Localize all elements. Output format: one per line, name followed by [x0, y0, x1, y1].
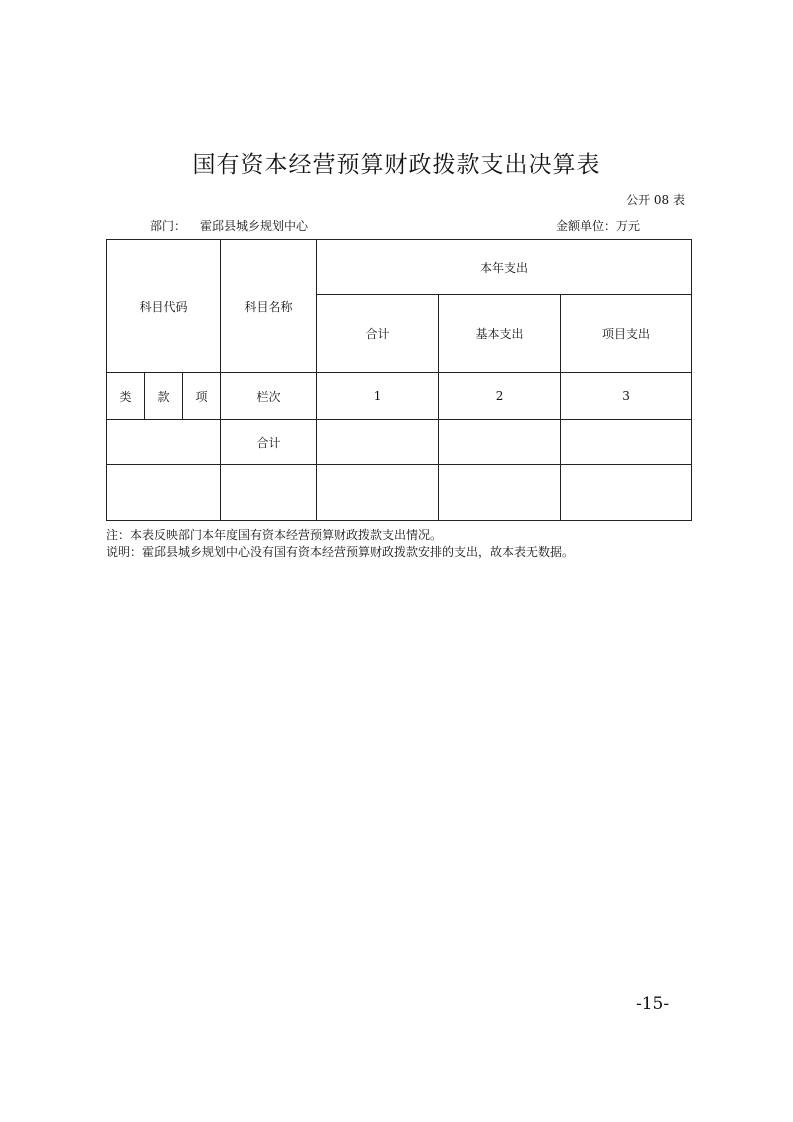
cell-xiang: 项 [183, 373, 221, 420]
department-label: 部门： [150, 219, 187, 233]
cell-empty [107, 420, 221, 465]
cell-empty [561, 420, 692, 465]
department-line [150, 217, 308, 234]
cell-empty [561, 465, 692, 521]
cell-empty [439, 420, 561, 465]
table-row [107, 420, 692, 465]
page-title: 国有资本经营预算财政拨款支出决算表 [192, 152, 601, 178]
header-project: 项目支出 [561, 295, 692, 373]
amount-unit: 金额单位：万元 [556, 219, 641, 233]
header-subject-code: 科目代码 [107, 240, 221, 373]
cell-total-label: 合计 [221, 420, 317, 465]
header-basic: 基本支出 [439, 295, 561, 373]
table-row [107, 465, 692, 521]
explanation-text: 说明：霍邱县城乡规划中心没有国有资本经营预算财政拨款安排的支出，故本表无数据。 [106, 545, 575, 559]
table-row [107, 373, 692, 420]
note-text: 注：本表反映部门本年度国有资本经营预算财政拨款支出情况。 [106, 528, 443, 542]
cell-empty [221, 465, 317, 521]
cell-lei: 类 [107, 373, 145, 420]
cell-seq-3: 3 [561, 373, 692, 420]
cell-empty [317, 420, 439, 465]
form-code: 公开 08 表 [626, 193, 685, 207]
header-current-year: 本年支出 [317, 240, 692, 295]
notes-block [106, 527, 574, 561]
page-number: -15- [636, 994, 670, 1014]
header-total: 合计 [317, 295, 439, 373]
cell-empty [317, 465, 439, 521]
cell-column-seq: 栏次 [221, 373, 317, 420]
expenditure-table [106, 239, 692, 521]
cell-seq-1: 1 [317, 373, 439, 420]
cell-kuan: 款 [145, 373, 183, 420]
cell-empty [439, 465, 561, 521]
department-value: 霍邱县城乡规划中心 [200, 219, 309, 233]
cell-seq-2: 2 [439, 373, 561, 420]
cell-empty [107, 465, 221, 521]
header-subject-name: 科目名称 [221, 240, 317, 373]
